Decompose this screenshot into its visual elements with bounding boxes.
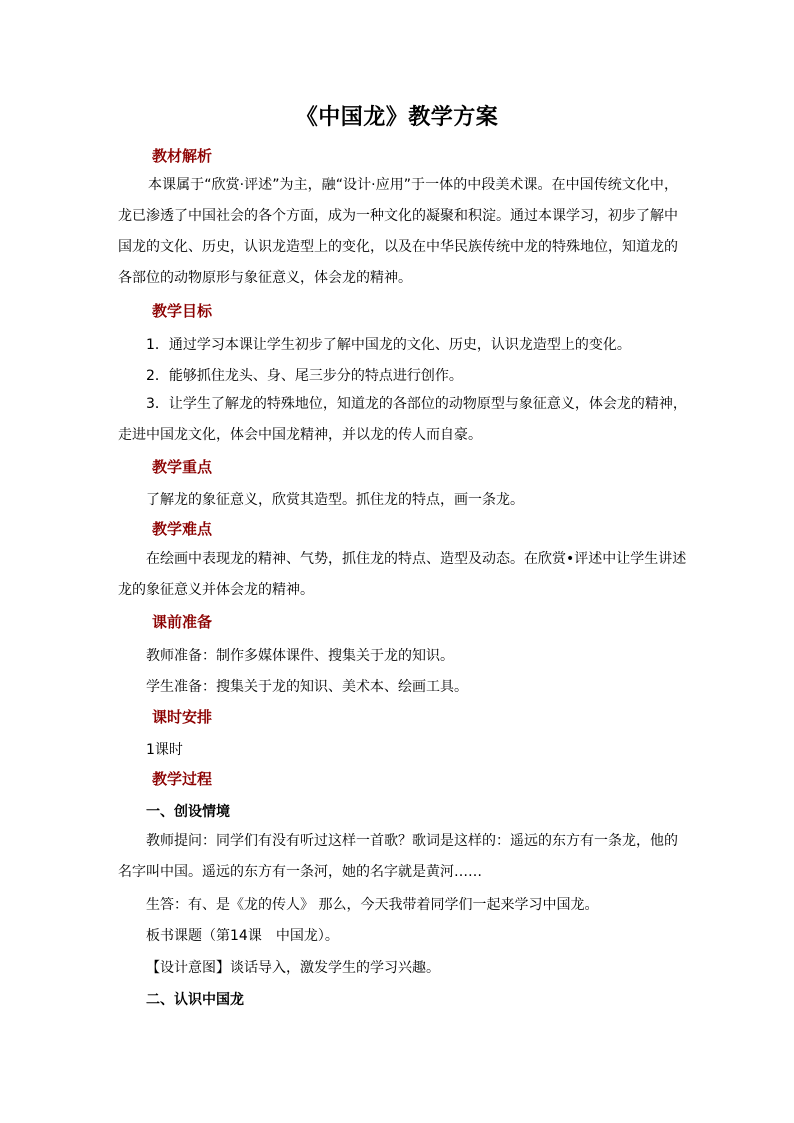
section-heading-key-points: 教学重点 <box>152 458 213 476</box>
student-answer: 生答：有、是《龙的传人》 那么，今天我带着同学们一起来学习中国龙。 <box>146 897 599 913</box>
student-preparation: 学生准备：搜集关于龙的知识、美术本、绘画工具。 <box>146 679 468 695</box>
goal-item-2: 2．能够抓住龙头、身、尾三步分的特点进行创作。 <box>146 368 463 384</box>
textbook-analysis-paragraph: 本课属于“欣赏·评述”为主，融“设计·应用”于一体的中段美术课。在中国传统文化中，龙已渗透了中国社会的各个方面，成为一种文化的凝聚和积淀。通过本课学习，初步了解中国龙的文化、历史，认识龙造型上的变化，以及在中华民族传统中龙的特殊地位，知道龙的各部位的动物原形与象征意义，体会龙的精神。 <box>118 177 678 286</box>
difficulties-paragraph: 在绘画中表现龙的精神、气势，抓住龙的特点、造型及动态。在欣赏•评述中让学生讲述龙的象征意义并体会龙的精神。 <box>118 551 687 598</box>
teacher-preparation: 教师准备：制作多媒体课件、搜集关于龙的知识。 <box>146 648 454 664</box>
section-heading-textbook-analysis: 教材解析 <box>152 147 213 165</box>
section-heading-teaching-goals: 教学目标 <box>152 302 213 320</box>
teacher-question-paragraph: 教师提问：同学们有没有听过这样一首歌？歌词是这样的：遥远的东方有一条龙，他的名字叫中国。遥远的东方有一条河，她的名字就是黄河…… <box>118 833 678 880</box>
design-intent: 【设计意图】谈话导入，激发学生的学习兴趣。 <box>146 960 440 976</box>
document-title: 《中国龙》教学方案 <box>295 105 499 130</box>
step-heading-create-situation: 一、创设情境 <box>146 804 230 820</box>
section-heading-difficulties: 教学难点 <box>152 520 213 538</box>
section-heading-schedule: 课时安排 <box>152 708 213 726</box>
board-title: 板书课题（第14课 中国龙）。 <box>146 928 339 944</box>
key-points-text: 了解龙的象征意义，欣赏其造型。抓住龙的特点，画一条龙。 <box>146 492 524 508</box>
goal-item-1: 1．通过学习本课让学生初步了解中国龙的文化、历史，认识龙造型上的变化。 <box>146 337 631 353</box>
section-heading-process: 教学过程 <box>152 770 213 788</box>
step-heading-know-dragon: 二、认识中国龙 <box>146 992 244 1008</box>
section-heading-preparation: 课前准备 <box>152 613 213 631</box>
goal-item-3: 3．让学生了解龙的特殊地位，知道龙的各部位的动物原型与象征意义，体会龙的精神，走进中国龙文化，体会中国龙精神，并以龙的传人而自豪。 <box>118 396 687 443</box>
schedule-text: 1课时 <box>146 742 183 758</box>
